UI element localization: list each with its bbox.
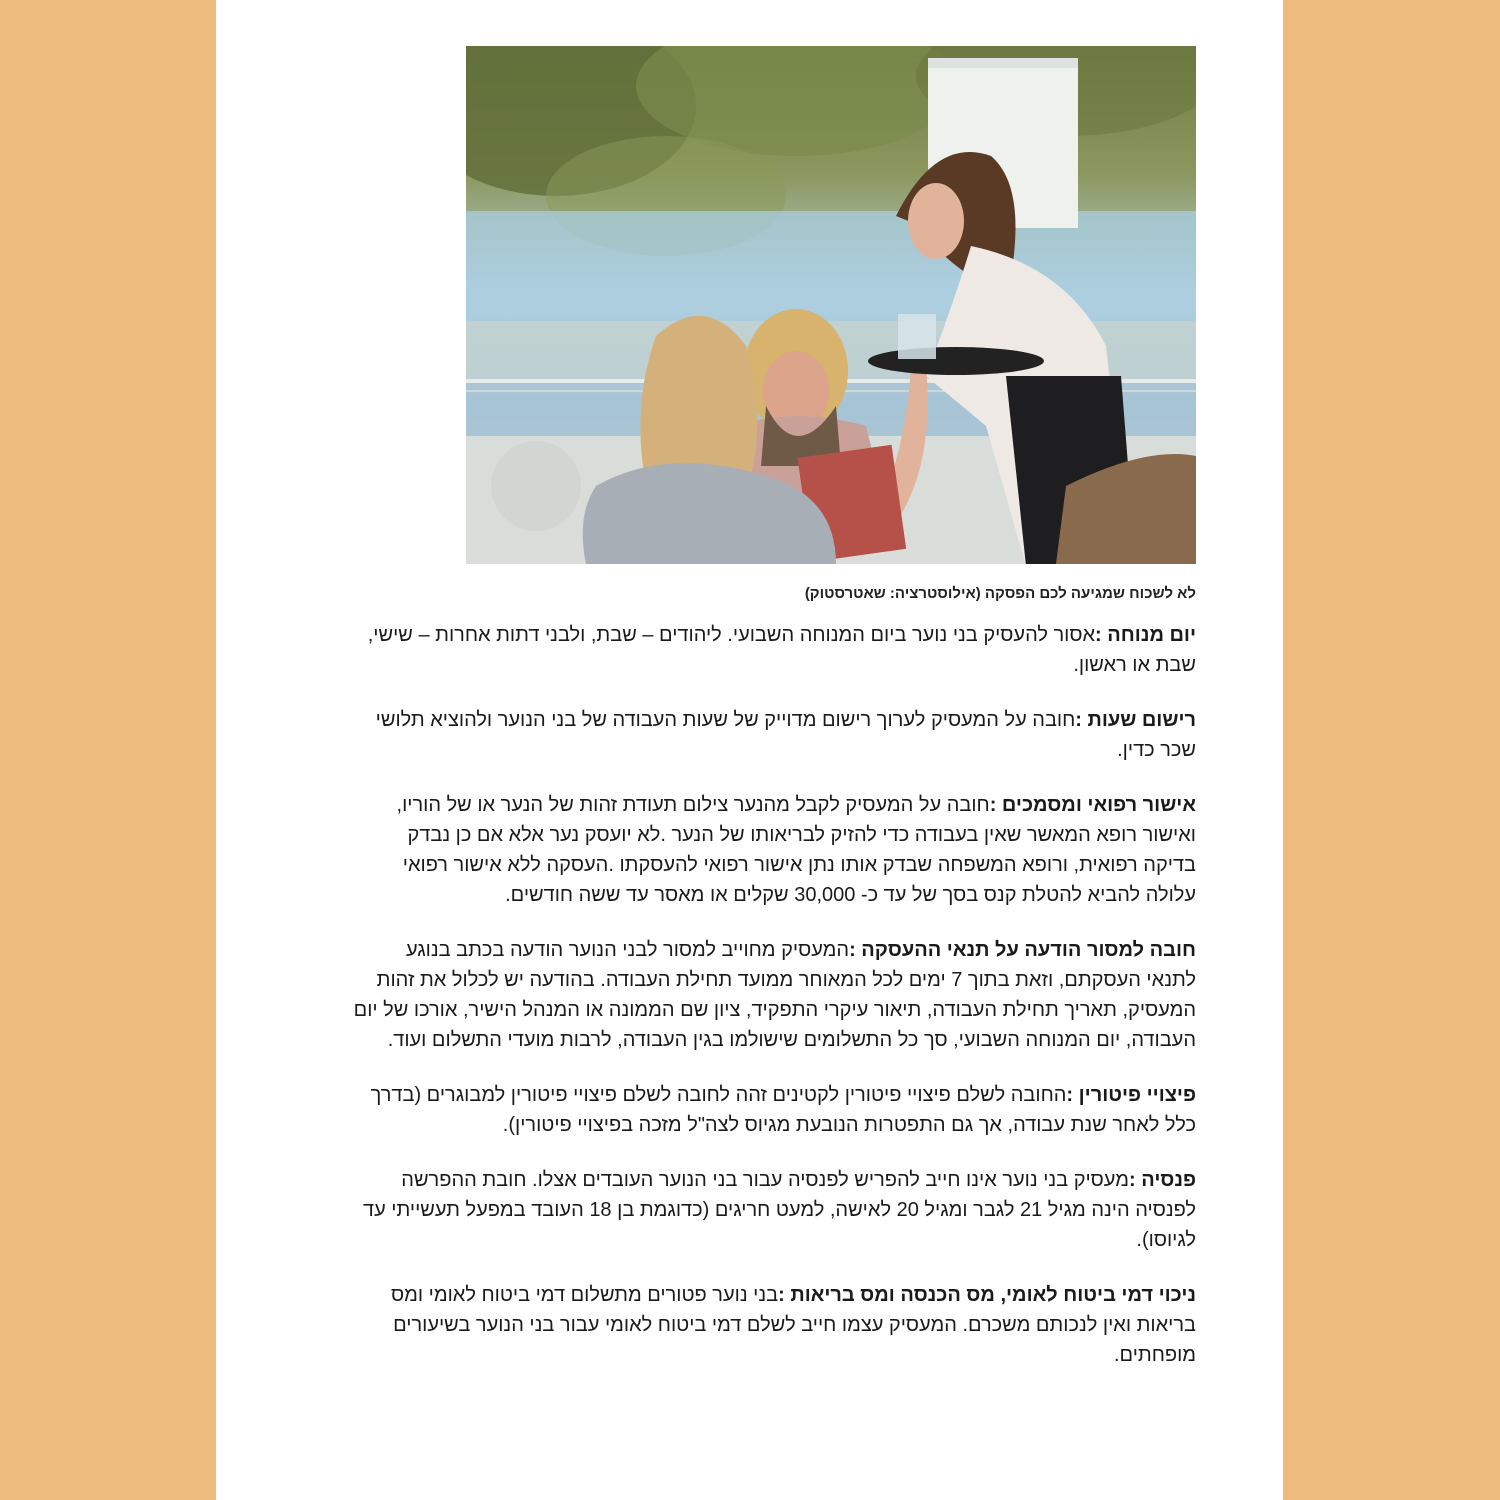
- paragraph-term: חובה למסור הודעה על תנאי ההעסקה :: [849, 939, 1196, 961]
- paragraph-rest-day: [353, 620, 1196, 680]
- paragraph-text: חובה על המעסיק לקבל מהנער צילום תעודת זהות של הנער או של הוריו, ואישור רופא המאשר שאין בעבודה כדי להזיק לבריאותו של הנער .לא יועסק נער אלא אם כן נבדק בדיקה רפואית, ורופא המשפחה שבדק אותו נתן אישור רפואי להעסקתו .העסקה ללא אישור רפואי עלולה להביא להטלת קנס בסך של עד כ- 30,000 שקלים או מאסר עד ששה חודשים.: [396, 794, 1196, 906]
- paragraph-employment-notice: [353, 935, 1196, 1055]
- cafe-photo: [466, 46, 1196, 564]
- paragraph-text: החובה לשלם פיצויי פיטורין לקטינים זהה לחובה לשלם פיצויי פיטורין למבוגרים (בדרך כלל לאחר שנת עבודה, אך גם התפטרות הנובעת מגיוס לצה"ל מזכה בפיצויי פיטורין).: [370, 1084, 1196, 1136]
- paragraph-term: רישום שעות :: [1075, 709, 1196, 731]
- document-page: [216, 0, 1283, 1500]
- photo-caption: לא לשכוח שמגיעה לכם הפסקה (אילוסטרציה: שאטרסטוק): [804, 585, 1196, 602]
- paragraph-term: יום מנוחה :: [1095, 624, 1196, 646]
- paragraph-text: מעסיק בני נוער אינו חייב להפריש לפנסיה עבור בני הנוער העובדים אצלו. חובת ההפרשה לפנסיה הינה מגיל 21 לגבר ומגיל 20 לאישה, למעט חריגים (כדוגמת בן 18 העובד במפעל תעשייתי עד לגיוסו).: [363, 1169, 1196, 1251]
- article-body: [353, 620, 1196, 1395]
- paragraph-term: ניכוי דמי ביטוח לאומי, מס הכנסה ומס בריאות :: [778, 1284, 1196, 1306]
- paragraph-pension: [353, 1165, 1196, 1255]
- paragraph-text: בני נוער פטורים מתשלום דמי ביטוח לאומי ומס בריאות ואין לנכותם משכרם. המעסיק עצמו חייב לשלם דמי ביטוח לאומי עבור בני הנוער בשיעורים מופחתים.: [391, 1284, 1196, 1366]
- paragraph-text: חובה על המעסיק לערוך רישום מדוייק של שעות העבודה של בני הנוער ולהוציא תלושי שכר כדין.: [375, 709, 1196, 761]
- paragraph-deductions: [353, 1280, 1196, 1370]
- paragraph-term: פיצויי פיטורין :: [1066, 1084, 1196, 1106]
- paragraph-term: אישור רפואי ומסמכים :: [989, 794, 1196, 816]
- paragraph-text: המעסיק מחוייב למסור לבני הנוער הודעה בכתב בנוגע לתנאי העסקתם, וזאת בתוך 7 ימים לכל המאוחר ממועד תחילת העבודה. בהודעה יש לכלול את זהות המעסיק, תאריך תחילת העבודה, תיאור עיקרי התפקיד, ציון שם הממונה או המנהל הישיר, אורכו של יום העבודה, יום המנוחה השבועי, סך כל התשלומים שישולמו בגין העבודה, לרבות מועדי התשלום ועוד.: [353, 939, 1196, 1051]
- paragraph-medical-approval: [353, 790, 1196, 910]
- paragraph-hours-record: [353, 705, 1196, 765]
- paragraph-text: אסור להעסיק בני נוער ביום המנוחה השבועי. ליהודים – שבת, ולבני דתות אחרות – שישי, שבת או ראשון.: [367, 624, 1196, 676]
- paragraph-severance: [353, 1080, 1196, 1140]
- paragraph-term: פנסיה :: [1129, 1169, 1196, 1191]
- cafe-illustration: [466, 46, 1196, 564]
